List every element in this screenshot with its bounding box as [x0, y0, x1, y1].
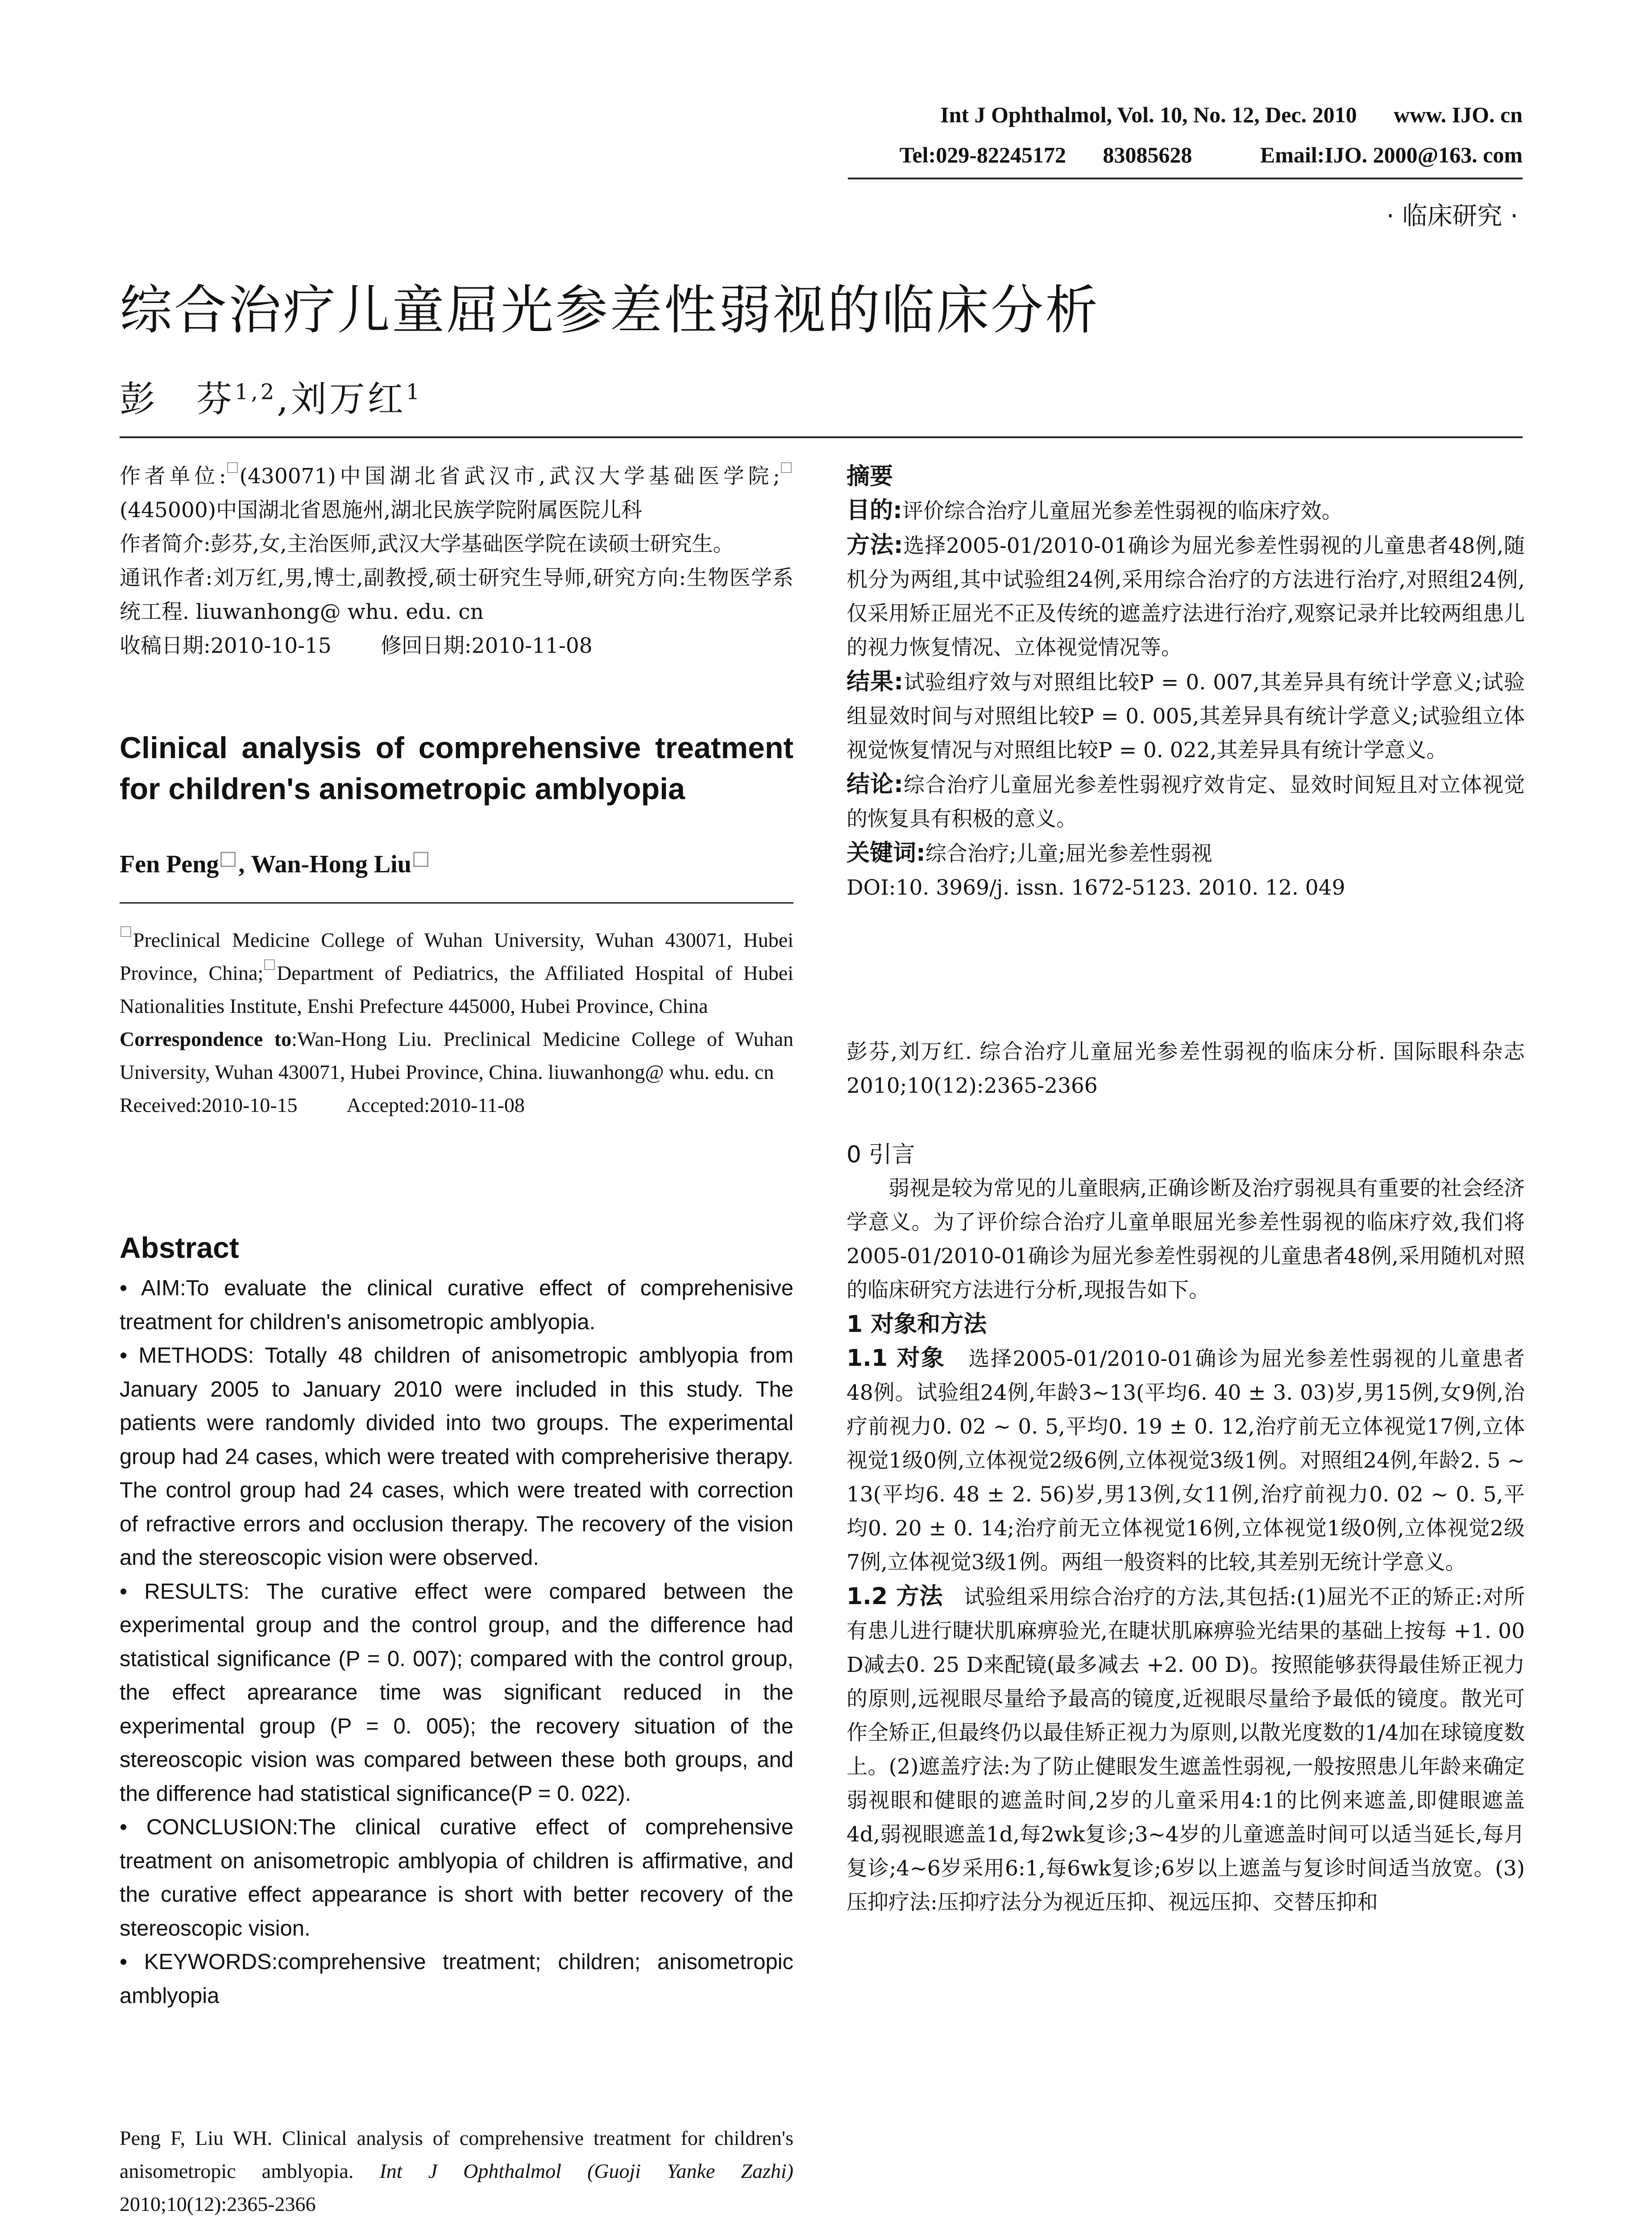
affil-corr: 通讯作者:刘万红,男,博士,副教授,硕士研究生导师,研究方向:生物医学系统工程. liuwanhong@ whu. edu. cn [120, 566, 793, 624]
affil-en-text2: Department of Pediatrics, the Affiliated Hospital of Hubei Nationalities Institute, Enshi Prefecture 445000, Hubei Province, China [120, 962, 793, 1017]
section-1-1-label: 1.1 对象 [847, 1345, 946, 1372]
purpose-label: 目的: [847, 497, 902, 524]
author-en-1: Fen Peng [120, 850, 219, 878]
keywords-text: 综合治疗;儿童;屈光参差性弱视 [925, 842, 1212, 866]
author-cn-sep: , [277, 378, 291, 420]
abstract-keywords: • KEYWORDS:comprehensive treatment; children; anisometropic amblyopia [120, 1950, 793, 2008]
body-text [847, 1138, 1525, 1920]
author-cn-1: 彭 芬 [120, 378, 235, 420]
affil-unit-text2: (445000)中国湖北省恩施州,湖北民族学院附属医院儿科 [120, 498, 643, 523]
method-label: 方法: [847, 532, 903, 559]
affil-unit-text1: (430071)中国湖北省武汉市,武汉大学基础医学院; [239, 464, 780, 489]
abstract-cn-heading: 摘要 [847, 463, 893, 490]
page-title: 综合治疗儿童屈光参差性弱视的临床分析 [120, 279, 1100, 341]
author-cn-1-sup: 1,2 [235, 379, 277, 405]
affiliation-en [120, 924, 793, 1122]
abstract-en [120, 1272, 793, 2013]
affil-unit-label: 作者单位: [120, 464, 226, 489]
method-text: 选择2005-01/2010-01确诊为屈光参差性弱视的儿童患者48例,随机分为两组,其中试验组24例,采用综合治疗的方法进行治疗,对照组24例,仅采用矫正屈光不正及传统的遮盖疗法进行治疗,观察记录并比较两组患儿的视力恢复情况、立体视觉情况等。 [847, 534, 1525, 660]
affil-marker-2 [781, 462, 792, 473]
result-text: 试验组疗效与对照组比较P = 0. 007,其差异具有统计学意义;试验组显效时间与对照组比较P = 0. 005,其差异具有统计学意义;试验组立体视觉恢复情况与对照组比较P = 0. 022,其差异具有统计学意义。 [847, 670, 1525, 763]
citation-en-prefix: Peng F, Liu WH. Clinical analysis of comprehensive treatment for children's anisometropic amblyopia. [120, 2127, 793, 2182]
section-0-heading: 0 引言 [847, 1141, 915, 1168]
header-rule [848, 178, 1523, 179]
conclusion-text: 综合治疗儿童屈光参差性弱视疗效肯定、显效时间短且对立体视觉的恢复具有积极的意义。 [847, 773, 1525, 831]
citation-en-journal: Int J Ophthalmol (Guoji Yanke Zazhi) [379, 2160, 793, 2182]
doi[interactable]: DOI:10. 3969/j. issn. 1672-5123. 2010. 12. 049 [847, 875, 1345, 900]
author-en-1-marker [220, 852, 236, 867]
contact-header [900, 142, 1523, 168]
abstract-methods: • METHODS: Totally 48 children of anisometropic amblyopia from January 2005 to January 2010 were included in this study. The patients were randomly divided into two groups. The experimental group had 24 cases, which were treated with compreherisive therapy. The control group had 24 cases, which were treated with correction of refractive errors and occlusion therapy. The recovery of the vision and the stereoscopic vision were observed. [120, 1344, 793, 1570]
author-cn-2-sup: 1 [406, 379, 423, 405]
title-rule [120, 436, 1523, 438]
abstract-cn [847, 460, 1525, 905]
section-label: · 临床研究 · [1386, 202, 1518, 231]
author-en-2: Wan-Hong Liu [251, 850, 411, 878]
section-1-2-label: 1.2 方法 [847, 1583, 943, 1610]
journal-tel2: 83085628 [1103, 142, 1192, 167]
received-en: Received:2010-10-15 [120, 1094, 298, 1116]
journal-email[interactable]: Email:IJO. 2000@163. com [1260, 142, 1523, 167]
affil-en-marker-1 [120, 926, 131, 937]
abstract-heading: Abstract [120, 1231, 239, 1264]
section-1-1-text: 选择2005-01/2010-01确诊为屈光参差性弱视的儿童患者48例。试验组24例,年龄3~13(平均6. 40 ± 3. 03)岁,男15例,女9例,治疗前视力0. 02 ~ 0. 5,平均0. 19 ± 0. 12,治疗前无立体视觉17例,立体视觉1级0例,立体视觉2级6例,立体视觉3级1例。对照组24例,年龄2. 5 ~ 13(平均6. 48 ± 2. 56)岁,男13例,女11例,治疗前视力0. 02 ~ 0. 5,平均0. 20 ± 0. 14;治疗前无立体视觉16例,立体视觉1级0例,立体视觉2级7例,立体视觉3级1例。两组一般资料的比较,其差别无统计学意义。 [847, 1347, 1525, 1575]
keywords-label: 关键词: [847, 840, 926, 867]
affil-en-marker-2 [264, 959, 275, 970]
section-1-2-text: 试验组采用综合治疗的方法,其包括:(1)屈光不正的矫正:对所有患儿进行睫状肌麻痹验光,在睫状肌麻痹验光结果的基础上按每 +1. 00 D减去0. 25 D来配镜(最多减去 +2. 00 D)。按照能够获得最佳矫正视力的原则,远视眼尽量给予最高的镜度,近视眼尽量给予最低的镜度。散光可作全矫正,但最终仍以最佳矫正视力为原则,以散光度数的1/4加在球镜度数上。(2)遮盖疗法:为了防止健眼发生遮盖性弱视,一般按照患儿年龄来确定弱视眼和健眼的遮盖时间,2岁的儿童采用4:1的比例来遮盖,即健眼遮盖4d,弱视眼遮盖1d,每2wk复诊;3~4岁的儿童遮盖时间可以适当延长,每月复诊;4~6岁采用6:1,每6wk复诊;6岁以上遮盖与复诊时间适当放宽。(3)压抑疗法:压抑疗法分为视近压抑、视远压抑、交替压抑和 [847, 1585, 1525, 1915]
abstract-conclusion: • CONCLUSION:The clinical curative effect of comprehensive treatment on anisometropic amblyopia of children is affirmative, and the curative effect appearance is short with better recovery of the stereoscopic vision. [120, 1815, 793, 1941]
corr-label: Correspondence to [120, 1028, 292, 1050]
result-label: 结果: [847, 668, 903, 695]
title-en: Clinical analysis of comprehensive treatment for children's anisometropic amblyopia [120, 731, 793, 806]
journal-header [940, 102, 1523, 128]
author-en-2-marker [413, 852, 428, 867]
section-0-text: 弱视是较为常见的儿童眼病,正确诊断及治疗弱视具有重要的社会经济学意义。为了评价综合治疗儿童单眼屈光参差性弱视的临床疗效,我们将2005-01/2010-01确诊为屈光参差性弱视的儿童患者48例,采用随机对照的临床研究方法进行分析,现报告如下。 [847, 1176, 1525, 1302]
section-1-heading: 1 对象和方法 [847, 1311, 987, 1338]
affil-marker-1 [227, 462, 238, 473]
citation-en [120, 2122, 793, 2221]
corr-text: :Wan-Hong Liu. Preclinical Medicine College of Wuhan University, Wuhan 430071, Hubei Province, China. liuwanhong@ whu. edu. cn [120, 1028, 793, 1083]
journal-website[interactable]: www. IJO. cn [1394, 102, 1523, 127]
accepted-en: Accepted:2010-11-08 [346, 1094, 525, 1116]
author-en-sep: , [238, 850, 245, 878]
authors-cn [120, 370, 422, 422]
journal-info: Int J Ophthalmol, Vol. 10, No. 12, Dec. 2010 [940, 102, 1357, 127]
journal-tel: Tel:029-82245172 [899, 142, 1066, 167]
conclusion-label: 结论: [847, 771, 903, 798]
affil-en-text1: Preclinical Medicine College of Wuhan University, Wuhan 430071, Hubei Province, China; [120, 929, 793, 984]
affil-revised: 修回日期:2010-11-08 [380, 634, 593, 658]
citation-cn: 彭芬,刘万红. 综合治疗儿童屈光参差性弱视的临床分析. 国际眼科杂志 2010;10(12):2365-2366 [847, 1040, 1525, 1098]
citation-en-suffix: 2010;10(12):2365-2366 [120, 2193, 316, 2215]
affil-intro: 作者简介:彭芬,女,主治医师,武汉大学基础医学院在读硕士研究生。 [120, 532, 734, 556]
affil-received: 收稿日期:2010-10-15 [120, 634, 332, 658]
purpose-text: 评价综合治疗儿童屈光参差性弱视的临床疗效。 [902, 499, 1343, 523]
affiliation-cn [120, 460, 793, 663]
authors-en-rule [120, 902, 793, 904]
abstract-aim: • AIM:To evaluate the clinical curative effect of comprehenisive treatment for children's anisometropic amblyopia. [120, 1276, 793, 1334]
authors-en [120, 850, 431, 879]
abstract-results: • RESULTS: The curative effect were compared between the experimental group and the control group, and the difference had statistical significance (P = 0. 007); compared with the control group, the effect aprearance time was significant reduced in the experimental group (P = 0. 005); the recovery situation of the stereoscopic vision was compared between these both groups, and the difference had statistical significance(P = 0. 022). [120, 1579, 793, 1806]
author-cn-2: 刘万红 [291, 378, 406, 420]
